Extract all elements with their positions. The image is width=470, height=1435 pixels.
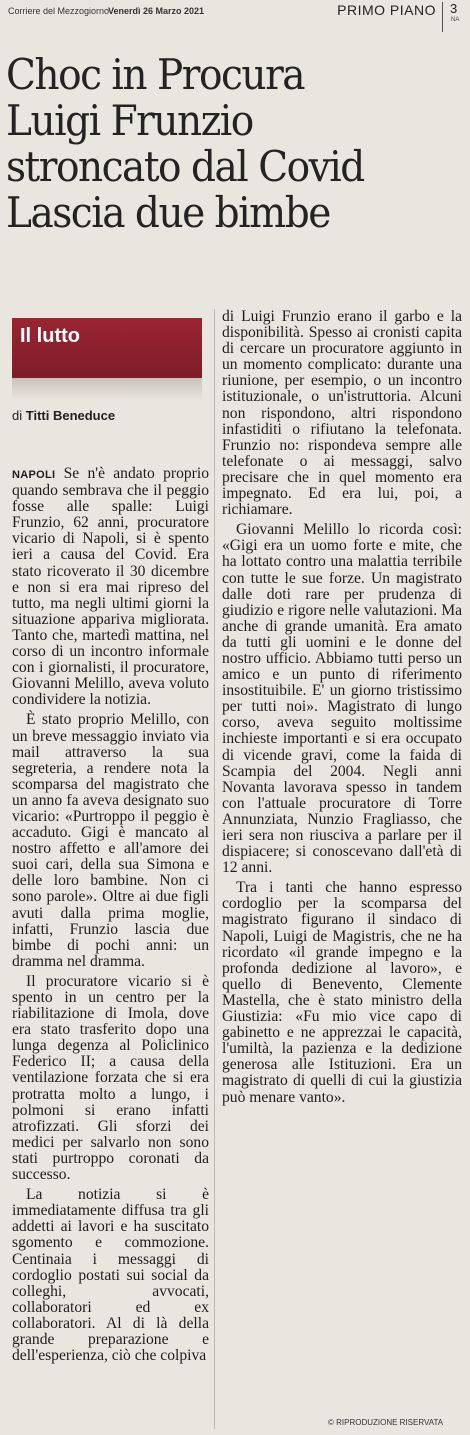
article-column-left [12,466,209,1428]
section-title: PRIMO PIANO [337,2,436,18]
headline-line: Choc in Procura [6,50,305,99]
headline [6,52,466,236]
dateline: NAPOLI [12,469,56,481]
headline-line: Lascia due bimbe [6,188,330,237]
masthead-divider [442,2,443,32]
byline [12,408,115,423]
kicker-box [12,318,202,378]
article-paragraph: È stato proprio Melillo, con un breve messaggio inviato via mail attraverso la sua segreteria, a rendere nota la scomparsa del magistrato che un anno fa aveva designato suo vicario: «Purtroppo il peggio è accaduto. Gigi è mancato al nostro affetto e all'amore dei suoi cari, della sua Simona e delle loro bambine. Non ci sono parole». Oltre ai due figli avuti dalla prima moglie, infatti, Frunzio lascia due bimbe di pochi anni: un dramma nel dramma. [12,711,209,970]
article-paragraph: La notizia si è immediatamente diffusa tra gli addetti ai lavori e ha suscitato sgomento e commozione. Centinaia i messaggi di cordoglio postati sui social da colleghi, avvocati, collaboratori ed ex collaboratori. Al di là della grande preparazione e dell'esperienza, ciò che colpiva [12,1186,209,1365]
newspaper-name: Corriere del Mezzogiorno [8,6,110,16]
article-paragraph: Giovanni Melillo lo ricorda così: «Gigi era un uomo forte e mite, che ha lottato contro una malattia terribile con tutte le sue forze. Un magistrato dalle doti rare per prudenza di giudizio e rigore nelle valutazioni. Ma anche di grande umanità. Era amato da tutti gli uomini e le donne del nostro ufficio. Abbiamo tutti perso un amico e un punto di riferimento insostituibile. E' un giorno tristissimo per tutti noi». Magistrato di lungo corso, aveva seguito moltissime inchieste importanti e si era occupato di vicende gravi, come la faida di Scampia del 2004. Negli anni Novanta lavorava spesso in tandem con l'attuale procuratore di Torre Annunziata, Nunzio Fragliasso, che ieri sera non riusciva a parlare per il dispiacere; si conoscevano dall'età di 12 anni. [222,521,462,877]
masthead [0,0,470,24]
column-divider [214,309,215,1429]
page-number: 3 [450,1,458,16]
issue-date: Venerdì 26 Marzo 2021 [108,6,205,16]
byline-prefix: di [12,408,23,423]
kicker-shadow [12,378,202,400]
copyright-notice: © RIPRODUZIONE RISERVATA [328,1418,444,1427]
article-paragraph: Tra i tanti che hanno espresso cordoglio per la scomparsa del magistrato figurano il sindaco di Napoli, Luigi de Magistris, che ne ha ricordato «il grande impegno e la profonda dedizione al lavoro», e quello di Benevento, Clemente Mastella, che è stato ministro della Giustizia: «Fu mio vice capo di gabinetto e ne apprezzai le capacità, l'umiltà, la pazienza e la dedizione generosa alle Istituzioni. Era un magistrato di quelli di cui la giustizia può menare vanto». [222,879,462,1106]
article-column-right [222,309,462,1421]
kicker-label: Il lutto [20,325,80,347]
page-edition: NA [451,17,460,23]
headline-line: Luigi Frunzio [6,96,253,145]
byline-author: Titti Beneduce [25,408,116,423]
headline-line: stroncato dal Covid [6,142,364,191]
article-paragraph [12,466,209,708]
paragraph-text: Se n'è andato proprio quando sembrava che il peggio fosse alle spalle: Luigi Frunzio, 62 anni, procuratore vicario di Napoli, si è spento ieri a causa del Covid. Era stato ricoverato il 30 dicembre e non si era mai ripreso del tutto, ma negli ultimi giorni la situazione appariva migliorata. Tanto che, martedì mattina, nel corso di un incontro informale con i giornalisti, il procuratore, Giovanni Melillo, aveva voluto condividere la notizia. [12,466,209,709]
article-paragraph: Il procuratore vicario si è spento in un centro per la riabilitazione di Imola, dove era stato trasferito dopo una lunga degenza al Policlinico Federico II; a causa della ventilazione forzata che si era protratta molto a lungo, i polmoni si erano infatti atrofizzati. Gli sforzi dei medici per salvarlo non sono stati purtroppo coronati da successo. [12,972,209,1184]
article-paragraph: di Luigi Frunzio erano il garbo e la disponibilità. Spesso ai cronisti capita di cercare un procuratore aggiunto in un momento complicato: durante una riunione, per esempio, o un incontro istituzionale, o un'istruttoria. Alcuni non rispondono, altri rispondono infastiditi o rifiutano la telefonata. Frunzio no: rispondeva sempre alle telefonate o ai messaggi, salvo precisare che in quel momento era impegnato. Ed era lui, poi, a richiamare. [222,309,462,519]
